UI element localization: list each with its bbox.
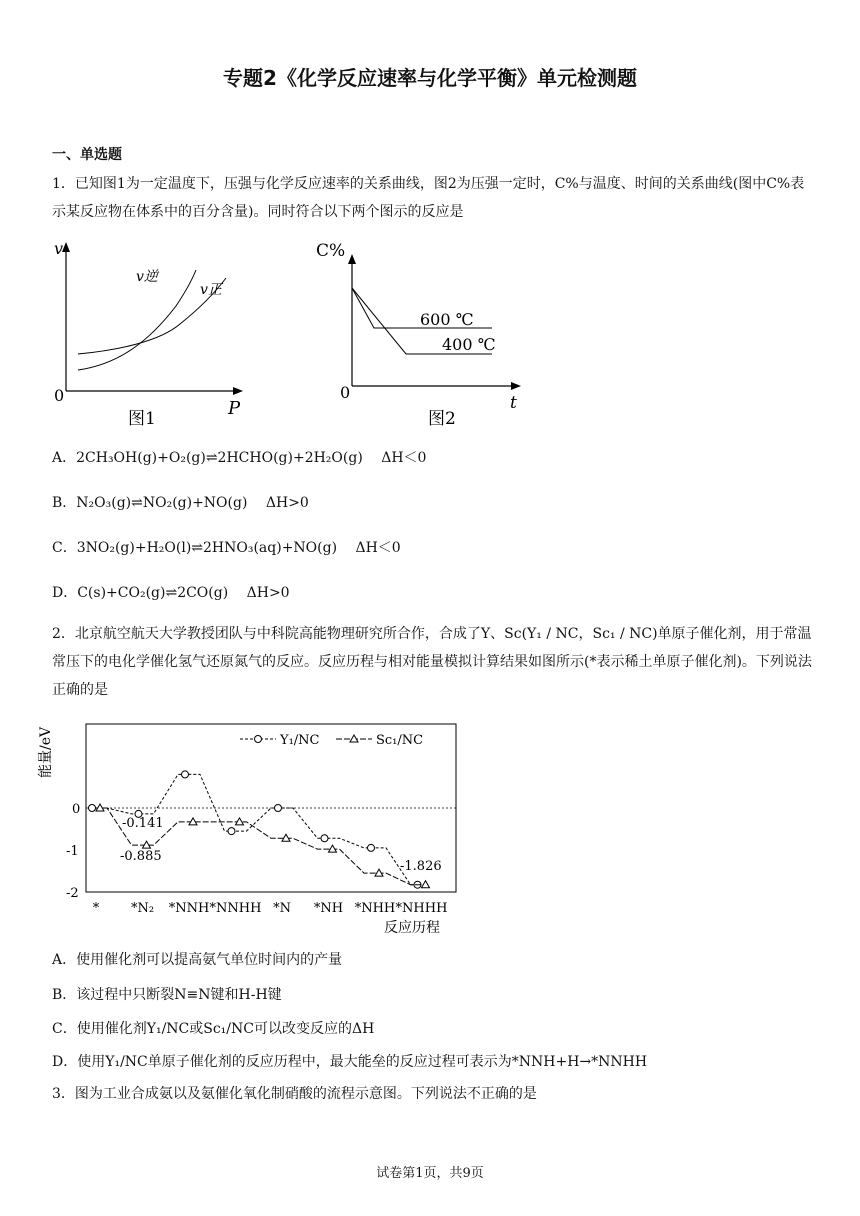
y1-point-6 bbox=[368, 844, 375, 851]
legend-sc1-label: Sc₁/NC bbox=[376, 733, 424, 748]
section-heading: 一、单选题 bbox=[52, 147, 122, 163]
question-2-text: 2．北京航空航天大学教授团队与中科院高能物理研究所合作，合成了Y、Sc(Y₁ / NC，Sc₁ / NC)单原子催化剂，用于常温常压下的电化学催化氢气还原氮气的反应。反应历程与相对能量模拟计算结果如图所示(*表示稀土单原子催化剂)。下列说法正确的是 bbox=[52, 626, 812, 698]
fig2-line-600: 600 ℃ bbox=[420, 310, 474, 329]
chart-xlabel: 反应历程 bbox=[384, 920, 440, 936]
y1-point-2 bbox=[182, 771, 189, 778]
sc1-point-2 bbox=[189, 818, 197, 825]
sc1-point-6 bbox=[375, 869, 383, 876]
q1-option-b: B．N₂O₃(g)⇌NO₂(g)+NO(g) ΔH>0 bbox=[52, 495, 309, 511]
q2-option-d: D．使用Y₁/NC单原子催化剂的反应历程中，最大能垒的反应过程可表示为*NNH+H→*NNHH bbox=[52, 1054, 648, 1070]
figure-1 bbox=[50, 236, 250, 432]
page-title: 专题2《化学反应速率与化学平衡》单元检测题 bbox=[223, 66, 637, 90]
xtick-label-1: *N₂ bbox=[130, 901, 155, 916]
annotation-minus-0141: -0.141 bbox=[122, 816, 164, 831]
q1-option-d: D．C(s)+CO₂(g)⇌2CO(g) ΔH>0 bbox=[52, 585, 290, 601]
sc1-point-4 bbox=[282, 834, 290, 841]
sc1-point-1 bbox=[143, 841, 151, 848]
xtick-label-4: *N bbox=[273, 901, 291, 916]
fig1-origin: 0 bbox=[54, 386, 65, 405]
xtick-label-2: *NNH bbox=[168, 901, 210, 916]
fig2-origin: 0 bbox=[340, 383, 351, 402]
q2-option-b: B．该过程中只断裂N≡N键和H-H键 bbox=[52, 987, 282, 1003]
legend-y1-label: Y₁/NC bbox=[280, 733, 320, 748]
fig2-xlabel: t bbox=[510, 393, 517, 413]
xtick-label-5: *NH bbox=[313, 901, 344, 916]
ytick-minus-2: -2 bbox=[66, 886, 79, 901]
y1-point-4 bbox=[275, 805, 282, 812]
xtick-label-3: *NNHH bbox=[209, 901, 262, 916]
question-3-text: 3．图为工业合成氨以及氨催化氧化制硝酸的流程示意图。下列说法不正确的是 bbox=[52, 1086, 537, 1102]
sc1-point-3 bbox=[236, 818, 244, 825]
fig2-line-400: 400 ℃ bbox=[442, 335, 496, 354]
figure-2 bbox=[316, 236, 536, 432]
fig1-xlabel: P bbox=[228, 398, 241, 419]
fig1-curve-v-forward: v正 bbox=[200, 282, 222, 298]
y1-point-0 bbox=[89, 805, 96, 812]
q1-option-c: C．3NO₂(g)+H₂O(l)⇌2HNO₃(aq)+NO(g) ΔH＜0 bbox=[52, 540, 401, 556]
y1-point-3 bbox=[228, 828, 235, 835]
fig1-ylabel: v bbox=[54, 239, 64, 258]
page-footer: 试卷第1页，共9页 bbox=[376, 1166, 484, 1181]
question-1-text: 1．已知图1为一定温度下，压强与化学反应速率的关系曲线，图2为压强一定时，C%与温度、时间的关系曲线(图中C%表示某反应物在体系中的百分含量)。同时符合以下两个图示的反应是 bbox=[52, 176, 805, 220]
ytick-minus-1: -1 bbox=[66, 844, 79, 859]
chart-ylabel: 能量/eV bbox=[38, 726, 54, 778]
legend-y1-marker bbox=[255, 736, 262, 743]
fig2-ylabel: C% bbox=[316, 241, 346, 261]
fig1-caption: 图1 bbox=[128, 409, 156, 429]
y1-point-5 bbox=[321, 835, 328, 842]
xtick-label-6: *NHH bbox=[354, 901, 396, 916]
energy-profile-chart bbox=[38, 720, 470, 942]
annotation-minus-0885: -0.885 bbox=[120, 849, 162, 864]
sc1-point-7 bbox=[422, 881, 430, 888]
fig1-curve-v-reverse: v逆 bbox=[136, 269, 158, 285]
xtick-label-7: *NHHH bbox=[395, 901, 448, 916]
xtick-label-0: * bbox=[92, 901, 100, 916]
q2-option-c: C．使用催化剂Y₁/NC或Sc₁/NC可以改变反应的ΔH bbox=[52, 1021, 375, 1037]
annotation-minus-1826: -1.826 bbox=[400, 859, 442, 874]
q1-option-a: A．2CH₃OH(g)+O₂(g)⇌2HCHO(g)+2H₂O(g) ΔH＜0 bbox=[52, 450, 427, 466]
ytick-0: 0 bbox=[72, 802, 81, 817]
q2-option-a: A．使用催化剂可以提高氨气单位时间内的产量 bbox=[52, 952, 343, 968]
fig2-caption: 图2 bbox=[428, 409, 456, 429]
